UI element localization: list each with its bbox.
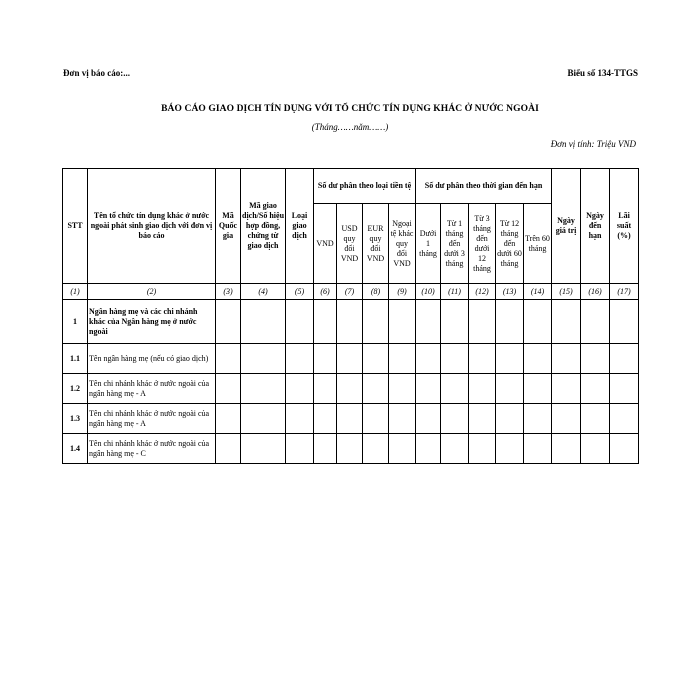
table-row xyxy=(63,434,639,464)
report-table xyxy=(62,168,639,464)
row-stt: 1 xyxy=(63,300,88,344)
row-name: Tên chi nhánh khác ở nước ngoài của ngân hàng mẹ - A xyxy=(88,404,216,434)
col-value-date: Ngày giá trị xyxy=(552,169,581,284)
row-stt: 1.4 xyxy=(63,434,88,464)
table-row xyxy=(63,344,639,374)
col-term-5: Trên 60 tháng xyxy=(524,204,552,284)
col-term-3: Từ 3 tháng đến dưới 12 tháng xyxy=(469,204,496,284)
col-name: Tên tổ chức tín dụng khác ở nước ngoài phát sinh giao dịch với đơn vị báo cáo xyxy=(88,169,216,284)
col-contract: Mã giao dịch/Số hiệu hợp đồng, chứng từ giao dịch xyxy=(241,169,286,284)
index-cell: (4) xyxy=(241,284,286,300)
col-currency-group: Số dư phân theo loại tiền tệ xyxy=(314,169,416,204)
row-name: Tên ngân hàng mẹ (nếu có giao dịch) xyxy=(88,344,216,374)
table-row xyxy=(63,300,639,344)
index-cell: (9) xyxy=(389,284,416,300)
table-row xyxy=(63,404,639,434)
index-cell: (13) xyxy=(496,284,524,300)
index-cell: (17) xyxy=(610,284,639,300)
col-usd: USD quy đổi VND xyxy=(337,204,363,284)
currency-unit: Đơn vị tính: Triệu VND xyxy=(550,139,636,149)
index-cell: (7) xyxy=(337,284,363,300)
table-row xyxy=(63,374,639,404)
row-name: Ngân hàng mẹ và các chi nhánh khác của Ngân hàng mẹ ở nước ngoài xyxy=(88,300,216,344)
col-term-4: Từ 12 tháng đến dưới 60 tháng xyxy=(496,204,524,284)
index-cell: (8) xyxy=(363,284,389,300)
report-period: (Tháng……năm……) xyxy=(311,122,389,132)
row-name: Tên chi nhánh khác ở nước ngoài của ngân hàng mẹ - C xyxy=(88,434,216,464)
col-term-2: Từ 1 tháng đến dưới 3 tháng xyxy=(441,204,469,284)
col-maturity: Ngày đến hạn xyxy=(581,169,610,284)
index-cell: (14) xyxy=(524,284,552,300)
index-cell: (6) xyxy=(314,284,337,300)
col-rate: Lãi suất (%) xyxy=(610,169,639,284)
form-number: Biểu số 134-TTGS xyxy=(567,68,638,78)
col-term-1: Dưới 1 tháng xyxy=(416,204,441,284)
col-country: Mã Quốc gia xyxy=(216,169,241,284)
col-other-currency: Ngoại tệ khác quy đổi VND xyxy=(389,204,416,284)
index-cell: (3) xyxy=(216,284,241,300)
index-cell: (15) xyxy=(552,284,581,300)
column-index-row xyxy=(63,284,639,300)
index-cell: (10) xyxy=(416,284,441,300)
index-cell: (16) xyxy=(581,284,610,300)
report-title: BÁO CÁO GIAO DỊCH TÍN DỤNG VỚI TỔ CHỨC TÍN DỤNG KHÁC Ở NƯỚC NGOÀI xyxy=(161,104,539,114)
col-eur: EUR quy đổi VND xyxy=(363,204,389,284)
reporting-unit: Đơn vị báo cáo:... xyxy=(63,68,130,78)
row-stt: 1.3 xyxy=(63,404,88,434)
row-stt: 1.1 xyxy=(63,344,88,374)
col-term-group: Số dư phân theo thời gian đến hạn xyxy=(416,169,552,204)
index-cell: (1) xyxy=(63,284,88,300)
index-cell: (5) xyxy=(286,284,314,300)
index-cell: (11) xyxy=(441,284,469,300)
col-stt: STT xyxy=(63,169,88,284)
index-cell: (12) xyxy=(469,284,496,300)
index-cell: (2) xyxy=(88,284,216,300)
col-type: Loại giao dịch xyxy=(286,169,314,284)
row-stt: 1.2 xyxy=(63,374,88,404)
row-name: Tên chi nhánh khác ở nước ngoài của ngân hàng mẹ - A xyxy=(88,374,216,404)
col-vnd: VND xyxy=(314,204,337,284)
